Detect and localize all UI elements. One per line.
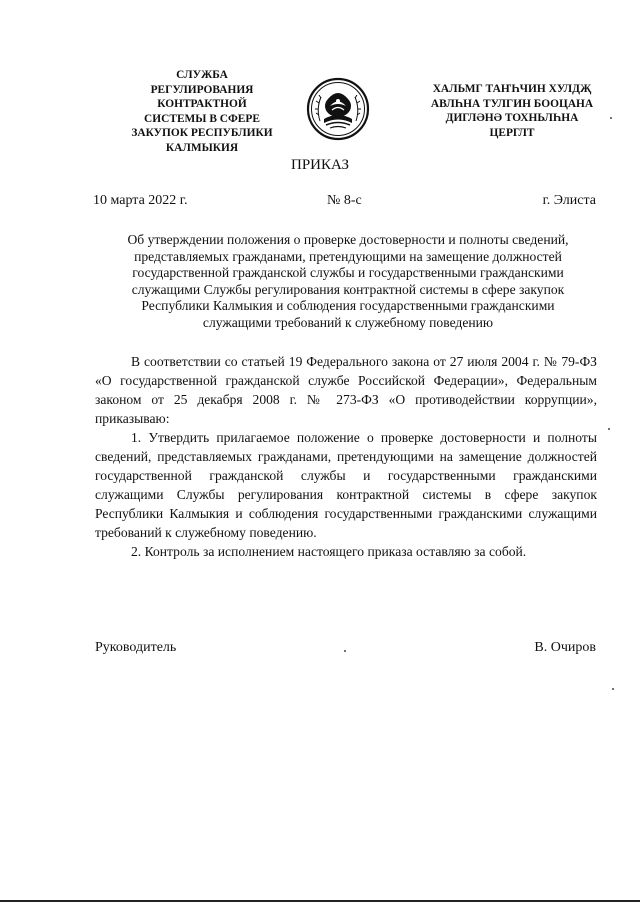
republic-emblem-icon [306, 77, 370, 141]
signatory-role: Руководитель [95, 640, 177, 655]
scan-speck [344, 650, 346, 652]
issuer-line: КОНТРАКТНОЙ [157, 98, 247, 111]
order-item-1: 1. Утвердить прилагаемое положение о проверке достоверности и полноты сведений, представляемых гражданами, претендующими на замещение должностей государственной гражданской службы и государственными гражданскими служащими Службы регулирования контрактной системы в сфере закупок Республики Калмыкия и соблюдения государственными гражданскими служащими требований к служебному поведению. [95, 430, 597, 540]
document-meta [0, 193, 640, 211]
preamble-paragraph: В соответствии со статьей 19 Федерального закона от 27 июля 2004 г. № 79-ФЗ «О государственной гражданской службе Российской Федерации», Федеральным законом от 25 декабря 2008 г. № 273-ФЗ «О противодействии коррупции», приказываю: [95, 354, 597, 426]
scan-speck [612, 688, 614, 690]
scan-speck [610, 117, 612, 119]
scan-edge-line [0, 900, 640, 902]
issuer-line: СЛУЖБА [176, 69, 228, 81]
issuer-name-russian [118, 68, 286, 156]
issuer-line: АВЛҺНА ТУЛГИН БООЦАНА [430, 97, 594, 110]
document-date: 10 марта 2022 г. [93, 193, 188, 208]
issuer-line: ДИГЛӘНӘ ТОХНЬЛҺНА [445, 112, 579, 125]
subject-line: Об утверждении положения о проверке достоверности и полноты сведений, [127, 232, 569, 247]
scan-speck [608, 428, 610, 430]
order-item-2: 2. Контроль за исполнением настоящего приказа оставляю за собой. [131, 544, 527, 559]
subject-line: представляемых гражданами, претендующими на замещение должностей [134, 248, 562, 264]
subject-line: Республики Калмыкия и соблюдения государственными гражданскими [141, 298, 555, 314]
issuer-line: КАЛМЫКИЯ [165, 141, 239, 154]
subject-line: служащими требований к служебному поведению [202, 314, 494, 330]
subject-line: служащими Службы регулирования контрактной системы в сфере закупок [131, 281, 565, 297]
document-number: № 8-с [327, 193, 362, 208]
document-body [95, 352, 597, 561]
issuer-name-kalmyk [412, 82, 612, 140]
issuer-line: РЕГУЛИРОВАНИЯ [150, 83, 254, 96]
document-city: г. Элиста [542, 193, 596, 208]
subject-line: государственной гражданской службы и государственными гражданскими [132, 265, 564, 281]
issuer-line: ЦЕРГЛТ [489, 126, 535, 139]
document-subject [100, 232, 596, 332]
issuer-line: ХАЛЬМГ ТАҤҺЧИН ХУЛДҖ [432, 83, 592, 95]
signatory-name: В. Очиров [534, 640, 596, 655]
issuer-line: СИСТЕМЫ В СФЕРЕ [144, 112, 260, 125]
document-title: ПРИКАЗ [291, 157, 349, 173]
issuer-line: ЗАКУПОК РЕСПУБЛИКИ [131, 127, 273, 140]
